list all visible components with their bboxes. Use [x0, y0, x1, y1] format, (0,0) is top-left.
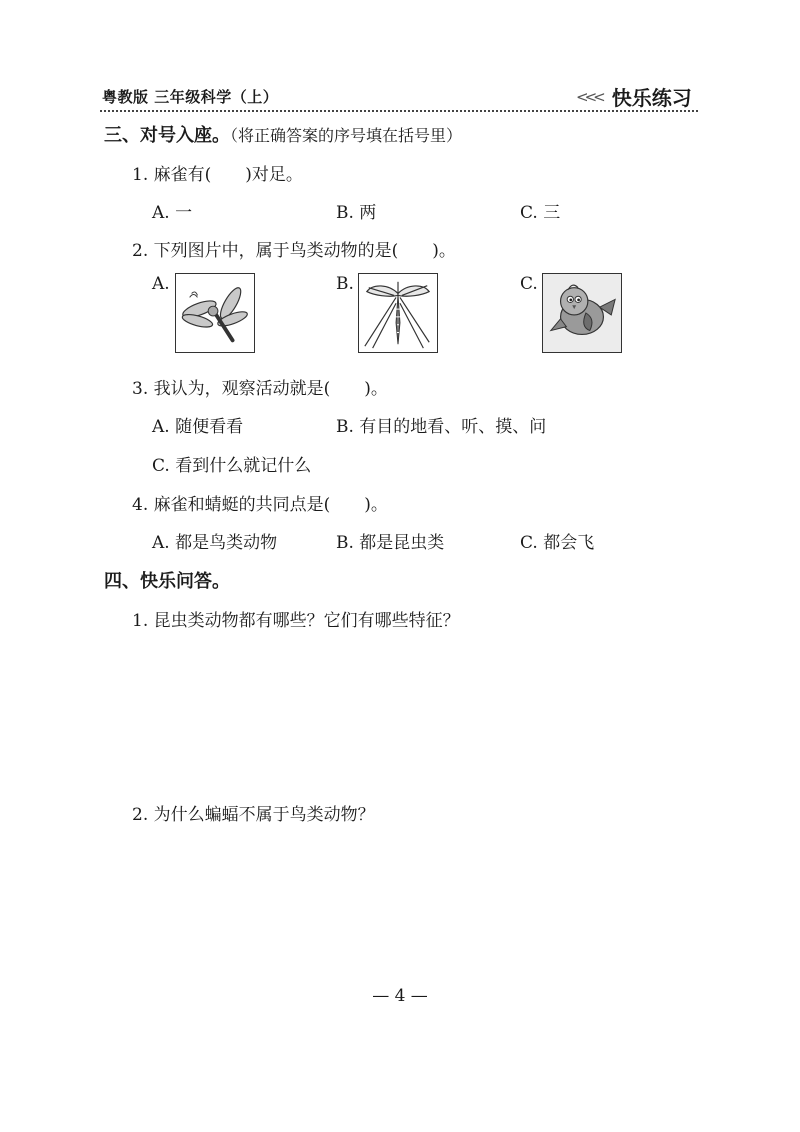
q3-1-option-a: A. 一: [152, 203, 193, 223]
banner-title: 快乐练习: [611, 86, 692, 110]
q3-1-option-c: C. 三: [520, 203, 561, 223]
question-3-4: 4. 麻雀和蜻蜓的共同点是( )。: [132, 495, 388, 515]
question-3-2: 2. 下列图片中，属于鸟类动物的是( )。: [132, 241, 456, 261]
section-banner: [576, 82, 692, 111]
q3-3-option-b: B. 有目的地看、听、摸、问: [336, 417, 547, 437]
q3-2-option-c: C.: [520, 274, 538, 294]
section-4-title: 四、快乐问答。: [104, 571, 230, 592]
q3-4-option-b: B. 都是昆虫类: [336, 533, 445, 553]
question-4-1: 1. 昆虫类动物都有哪些？它们有哪些特征？: [132, 611, 460, 631]
q3-3-option-a: A. 随便看看: [152, 417, 244, 437]
bird-icon: [542, 273, 622, 353]
question-4-2: 2. 为什么蝙蝠不属于鸟类动物？: [132, 805, 375, 825]
q3-1-option-b: B. 两: [336, 203, 377, 223]
question-3-1: 1. 麻雀有( )对足。: [132, 165, 303, 185]
section-3-heading: [104, 121, 462, 147]
q3-2-option-a: A.: [152, 274, 170, 294]
question-3-3: 3. 我认为，观察活动就是( )。: [132, 379, 388, 399]
mosquito-icon: [358, 273, 438, 353]
q3-4-option-c: C. 都会飞: [520, 533, 595, 553]
header-divider: [100, 110, 698, 112]
q3-2-option-b: B.: [336, 274, 354, 294]
chevrons-icon: <<<: [576, 87, 602, 106]
book-title: 粤教版 三年级科学（上）: [102, 88, 279, 106]
section-3-instruction: （将正确答案的序号填在括号里）: [230, 126, 463, 145]
q3-4-option-a: A. 都是鸟类动物: [152, 533, 278, 553]
page-number: — 4 —: [372, 986, 428, 1006]
dragonfly-icon: [175, 273, 255, 353]
q3-3-option-c: C. 看到什么就记什么: [152, 456, 312, 476]
section-3-title: 三、对号入座。: [104, 125, 230, 146]
